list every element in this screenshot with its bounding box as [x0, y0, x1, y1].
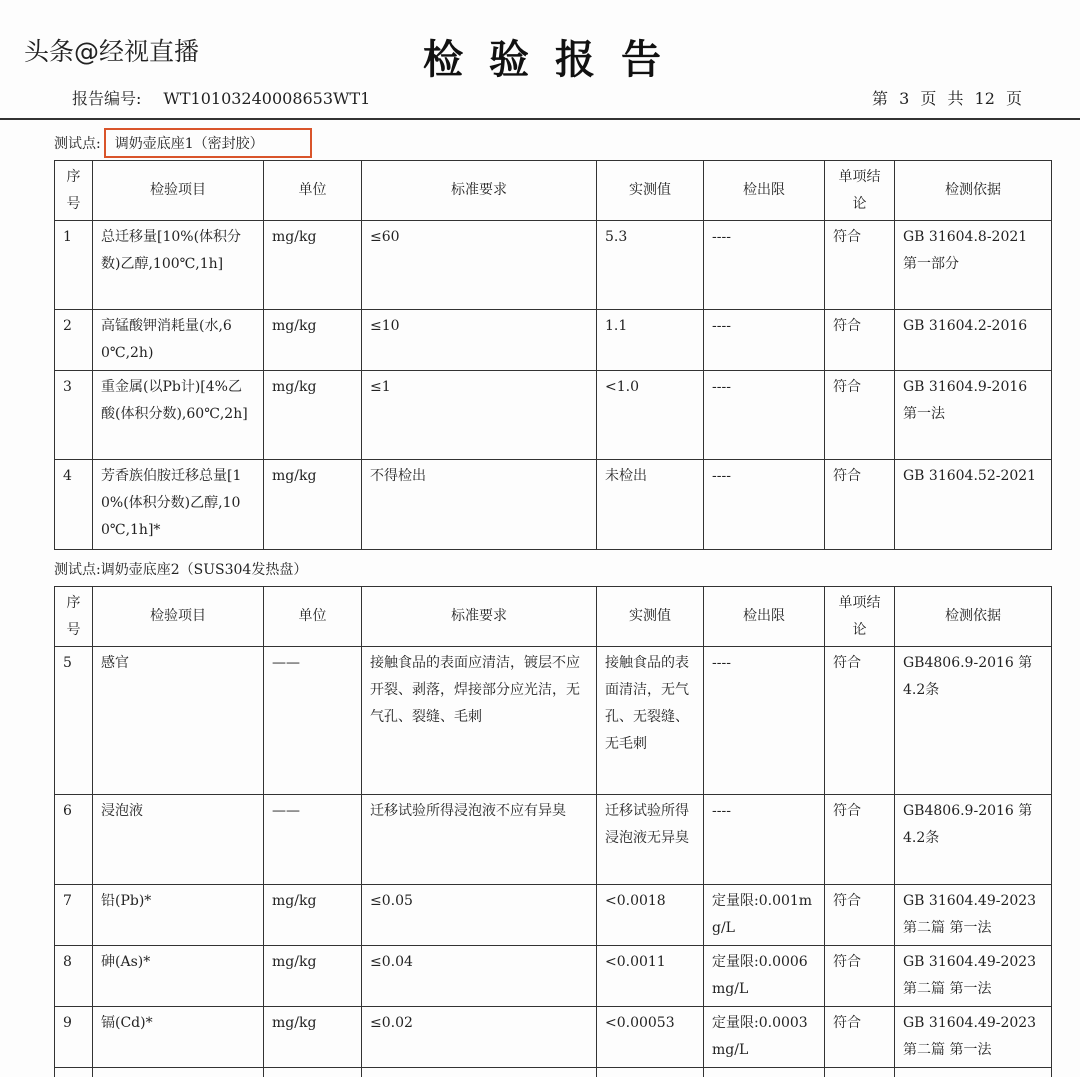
unit: mg/kg [264, 460, 362, 550]
requirement: ≤60 [362, 221, 597, 310]
page-info: 第 3 页 共 12 页 [872, 89, 1022, 108]
row-number: 9 [55, 1007, 93, 1068]
detection-limit: ---- [704, 221, 825, 310]
row-number: 6 [55, 795, 93, 885]
report-body [54, 128, 1051, 1077]
test-basis: GB 31604.49-2023 第二篇 第一法 [895, 885, 1052, 946]
test-item: 芳香族伯胺迁移总量[10%(体积分数)乙醇,100℃,1h]* [93, 460, 264, 550]
detection-limit: ---- [704, 371, 825, 460]
unit: —— [264, 647, 362, 795]
row-number: 1 [55, 221, 93, 310]
test-basis: GB 31604.52-2021 [895, 460, 1052, 550]
requirement: ≤0.04 [362, 946, 597, 1007]
measured-value: 未检出 [597, 460, 704, 550]
test-point-name: 调奶壶底座2（SUS304发热盘） [100, 562, 308, 578]
requirement: 迁移试验所得浸泡液不应有异臭 [362, 795, 597, 885]
measured-value: 5.3 [597, 221, 704, 310]
detection-limit: 定量限:0.0006mg/L [704, 946, 825, 1007]
table-row [55, 946, 1052, 1007]
test-basis: GB4806.9-2016 第4.2条 [895, 795, 1052, 885]
conclusion: 符合 [825, 647, 895, 795]
column-header: 检验项目 [93, 587, 264, 647]
unit: —— [264, 795, 362, 885]
detection-limit: 定量限:0.0003mg/L [704, 1007, 825, 1068]
test-point-name: 调奶壶底座1（密封胶） [114, 136, 264, 152]
unit: mg/kg [264, 371, 362, 460]
measured-value: 接触食品的表面清洁，无气孔、无裂缝、无毛刺 [597, 647, 704, 795]
test-item: 重金属(以Pb计)[4%乙酸(体积分数),60℃,2h] [93, 371, 264, 460]
column-header: 检测依据 [895, 587, 1052, 647]
unit: mg/kg [264, 1007, 362, 1068]
test-point-1 [54, 128, 1051, 160]
empty-cell [825, 1068, 895, 1077]
row-number: 7 [55, 885, 93, 946]
header-row [55, 587, 1052, 647]
conclusion: 符合 [825, 371, 895, 460]
column-header: 实测值 [597, 587, 704, 647]
detection-limit: ---- [704, 647, 825, 795]
test-item: 铅(Pb)* [93, 885, 264, 946]
column-header: 检出限 [704, 587, 825, 647]
row-number: 3 [55, 371, 93, 460]
results-table-2 [54, 586, 1052, 1077]
empty-cell [704, 1068, 825, 1077]
measured-value: <1.0 [597, 371, 704, 460]
empty-cell [55, 1068, 93, 1077]
test-basis: GB 31604.2-2016 [895, 310, 1052, 371]
measured-value: <0.0011 [597, 946, 704, 1007]
column-header: 标准要求 [362, 587, 597, 647]
test-item: 感官 [93, 647, 264, 795]
column-header: 检出限 [704, 161, 825, 221]
test-basis: GB 31604.49-2023 第二篇 第一法 [895, 946, 1052, 1007]
test-point-label: 测试点: [54, 136, 101, 152]
unit: mg/kg [264, 946, 362, 1007]
test-basis: GB 31604.9-2016 第一法 [895, 371, 1052, 460]
column-header: 单项结论 [825, 587, 895, 647]
test-item: 高锰酸钾消耗量(水,60℃,2h) [93, 310, 264, 371]
report-title: 检验报告 [423, 36, 687, 83]
conclusion: 符合 [825, 946, 895, 1007]
detection-limit: ---- [704, 460, 825, 550]
test-point-2 [54, 554, 1051, 586]
table-row [55, 795, 1052, 885]
test-basis: GB4806.9-2016 第4.2条 [895, 647, 1052, 795]
empty-cell [362, 1068, 597, 1077]
column-header: 序号 [55, 161, 93, 221]
requirement: ≤0.05 [362, 885, 597, 946]
report-number-label: 报告编号: [72, 89, 142, 108]
requirement: ≤1 [362, 371, 597, 460]
conclusion: 符合 [825, 795, 895, 885]
measured-value: 迁移试验所得浸泡液无异臭 [597, 795, 704, 885]
column-header: 检测依据 [895, 161, 1052, 221]
conclusion: 符合 [825, 885, 895, 946]
row-number: 5 [55, 647, 93, 795]
test-point-label: 测试点: [54, 562, 101, 578]
row-number: 8 [55, 946, 93, 1007]
table-row [55, 310, 1052, 371]
measured-value: <0.00053 [597, 1007, 704, 1068]
highlight-box [104, 128, 312, 158]
table-row [55, 1007, 1052, 1068]
test-item: 砷(As)* [93, 946, 264, 1007]
watermark: 头条@经视直播 [24, 37, 200, 66]
unit: mg/kg [264, 221, 362, 310]
requirement: ≤10 [362, 310, 597, 371]
conclusion: 符合 [825, 1007, 895, 1068]
results-table-1 [54, 160, 1052, 550]
column-header: 检验项目 [93, 161, 264, 221]
table-row [55, 885, 1052, 946]
column-header: 单位 [264, 587, 362, 647]
column-header: 实测值 [597, 161, 704, 221]
row-number: 2 [55, 310, 93, 371]
report-number-value: WT10103240008653WT1 [163, 89, 371, 108]
empty-cell [597, 1068, 704, 1077]
empty-cell [93, 1068, 264, 1077]
header-row [55, 161, 1052, 221]
row-number: 4 [55, 460, 93, 550]
detection-limit: 定量限:0.001mg/L [704, 885, 825, 946]
table-row [55, 371, 1052, 460]
detection-limit: ---- [704, 310, 825, 371]
column-header: 单位 [264, 161, 362, 221]
empty-cell [264, 1068, 362, 1077]
measured-value: 1.1 [597, 310, 704, 371]
column-header: 标准要求 [362, 161, 597, 221]
table-row-partial [55, 1068, 1052, 1077]
test-basis: GB 31604.8-2021 第一部分 [895, 221, 1052, 310]
table-row [55, 647, 1052, 795]
table-row [55, 460, 1052, 550]
conclusion: 符合 [825, 460, 895, 550]
requirement: 不得检出 [362, 460, 597, 550]
table-row [55, 221, 1052, 310]
column-header: 序号 [55, 587, 93, 647]
report-number [72, 86, 392, 109]
test-basis: GB 31604.49-2023 第二篇 第一法 [895, 1007, 1052, 1068]
conclusion: 符合 [825, 221, 895, 310]
requirement: ≤0.02 [362, 1007, 597, 1068]
empty-cell [895, 1068, 1052, 1077]
header-divider [0, 118, 1080, 120]
test-item: 浸泡液 [93, 795, 264, 885]
requirement: 接触食品的表面应清洁，镀层不应开裂、剥落，焊接部分应光洁，无气孔、裂缝、毛刺 [362, 647, 597, 795]
unit: mg/kg [264, 310, 362, 371]
unit: mg/kg [264, 885, 362, 946]
test-item: 总迁移量[10%(体积分数)乙醇,100℃,1h] [93, 221, 264, 310]
measured-value: <0.0018 [597, 885, 704, 946]
conclusion: 符合 [825, 310, 895, 371]
detection-limit: ---- [704, 795, 825, 885]
test-item: 镉(Cd)* [93, 1007, 264, 1068]
column-header: 单项结论 [825, 161, 895, 221]
